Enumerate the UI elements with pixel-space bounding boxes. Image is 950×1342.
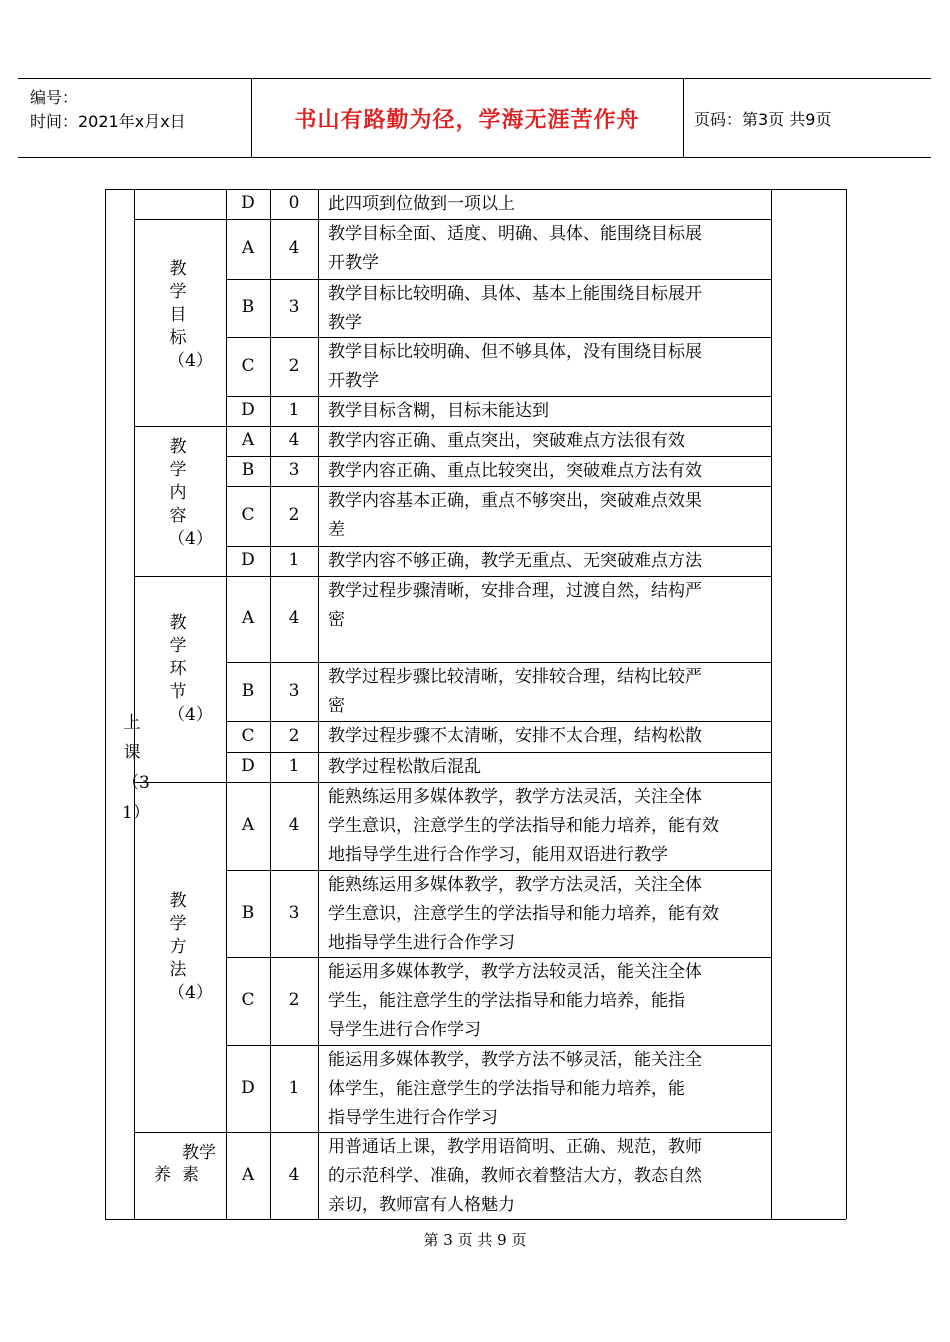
date-label: 时间：2021年x月x日 — [30, 112, 186, 131]
column-rule — [318, 189, 319, 1219]
criteria-text: 教学目标全面、适度、明确、具体、能围绕目标展 — [328, 224, 702, 244]
grade-cell: D — [241, 400, 255, 420]
criteria-text: 此四项到位做到一项以上 — [328, 194, 515, 214]
grade-cell: C — [241, 990, 255, 1010]
criteria-text: 亲切，教师富有人格魅力 — [328, 1195, 515, 1215]
score-cell: 1 — [288, 756, 300, 776]
criteria-text: 能运用多媒体教学，教学方法较灵活，能关注全体 — [328, 962, 702, 982]
criteria-text: 能熟练运用多媒体教学，教学方法灵活，关注全体 — [328, 787, 702, 807]
criteria-text: 能熟练运用多媒体教学，教学方法灵活，关注全体 — [328, 875, 702, 895]
grade-cell: C — [241, 355, 255, 376]
grade-cell: B — [241, 902, 255, 923]
grade-cell: C — [241, 725, 255, 746]
grade-cell: D — [241, 193, 255, 213]
score-cell: 1 — [288, 400, 300, 420]
group-label-method: 教学方法（4） — [168, 891, 213, 1003]
criteria-text: 差 — [328, 520, 345, 540]
criteria-text: 地指导学生进行合作学习，能用双语进行教学 — [328, 845, 668, 865]
header-meta — [18, 79, 252, 157]
score-cell: 4 — [288, 1164, 300, 1185]
page-header — [18, 78, 931, 158]
criteria-text: 能运用多媒体教学，教学方法不够灵活，能关注全 — [328, 1050, 702, 1070]
criteria-text: 地指导学生进行合作学习 — [328, 933, 515, 953]
grade-cell: B — [241, 680, 255, 701]
grade-cell: D — [241, 550, 255, 570]
score-cell: 2 — [288, 505, 300, 525]
criteria-text: 教学目标比较明确、但不够具体，没有围绕目标展 — [328, 342, 702, 362]
score-cell: 3 — [288, 460, 300, 480]
criteria-text: 教学过程松散后混乱 — [328, 757, 481, 777]
table-border-left — [105, 189, 106, 1219]
criteria-text: 开教学 — [328, 253, 379, 273]
criteria-text: 用普通话上课，教学用语简明、正确、规范，教师 — [328, 1137, 702, 1157]
grade-cell: B — [241, 460, 255, 480]
score-cell: 4 — [288, 815, 300, 835]
criteria-text: 密 — [328, 610, 345, 630]
criteria-text: 教学内容不够正确，教学无重点、无突破难点方法 — [328, 551, 702, 571]
criteria-text: 学生意识，注意学生的学法指导和能力培养，能有效 — [328, 816, 719, 836]
criteria-text: 学生意识，注意学生的学法指导和能力培养，能有效 — [328, 904, 719, 924]
criteria-text: 教学内容正确、重点比较突出，突破难点方法有效 — [328, 461, 702, 481]
page-info: 页码：第3页 共9页 — [694, 109, 832, 129]
table-border-right — [846, 189, 847, 1219]
grade-cell: A — [241, 1164, 255, 1185]
grade-cell: D — [241, 756, 255, 776]
page-footer: 第 3 页 共 9 页 — [423, 1231, 527, 1249]
score-cell: 3 — [288, 680, 300, 701]
score-cell: 3 — [288, 902, 300, 923]
score-cell: 2 — [288, 990, 300, 1010]
serial-label: 编号： — [30, 88, 79, 107]
group-label-part: 养 — [154, 1165, 171, 1185]
criteria-text: 教学目标含糊，目标未能达到 — [328, 401, 549, 421]
criteria-text: 教学过程步骤比较清晰，安排较合理，结构比较严 — [328, 667, 702, 687]
criteria-text: 体学生，能注意学生的学法指导和能力培养，能 — [328, 1079, 685, 1099]
group-label-goal: 教学目标（4） — [168, 259, 213, 371]
criteria-text: 指导学生进行合作学习 — [328, 1108, 498, 1128]
grade-cell: A — [241, 815, 255, 835]
criteria-text: 学生，能注意学生的学法指导和能力培养，能指 — [328, 991, 685, 1011]
criteria-text: 教学过程步骤清晰，安排合理，过渡自然，结构严 — [328, 581, 702, 601]
score-cell: 0 — [288, 193, 300, 213]
column-rule — [771, 189, 772, 1219]
criteria-text: 开教学 — [328, 371, 379, 391]
header-motto-cell — [251, 79, 684, 157]
group-label-content: 教学内容（4） — [168, 437, 213, 549]
grade-cell: A — [241, 430, 255, 450]
score-cell: 3 — [288, 297, 300, 317]
group-label-part: 教学素 — [182, 1143, 216, 1185]
criteria-text: 教学 — [328, 313, 362, 333]
score-cell: 4 — [288, 608, 300, 628]
score-cell: 2 — [288, 355, 300, 376]
score-cell: 1 — [288, 1077, 300, 1098]
criteria-text: 教学内容正确、重点突出，突破难点方法很有效 — [328, 431, 685, 451]
grade-cell: D — [241, 1077, 255, 1098]
criteria-text: 的示范科学、准确，教师衣着整洁大方，教态自然 — [328, 1166, 702, 1186]
motto: 书山有路勤为径，学海无涯苦作舟 — [294, 107, 640, 133]
criteria-text: 密 — [328, 696, 345, 716]
criteria-text: 教学内容基本正确，重点不够突出，突破难点效果 — [328, 491, 702, 511]
score-cell: 4 — [288, 430, 300, 450]
grade-cell: A — [241, 238, 255, 258]
grade-cell: B — [241, 297, 255, 317]
category-label: 上课（31） — [122, 713, 150, 823]
column-rule — [134, 189, 135, 1219]
score-cell: 2 — [288, 725, 300, 746]
criteria-text: 教学目标比较明确、具体、基本上能围绕目标展开 — [328, 284, 702, 304]
header-page-cell — [684, 79, 931, 157]
grade-cell: C — [241, 505, 255, 525]
group-label-process: 教学环节（4） — [168, 613, 213, 725]
score-cell: 4 — [288, 238, 300, 258]
grade-cell: A — [241, 608, 255, 628]
criteria-text: 教学过程步骤不太清晰，安排不太合理，结构松散 — [328, 726, 702, 746]
score-cell: 1 — [288, 550, 300, 570]
criteria-text: 导学生进行合作学习 — [328, 1020, 481, 1040]
